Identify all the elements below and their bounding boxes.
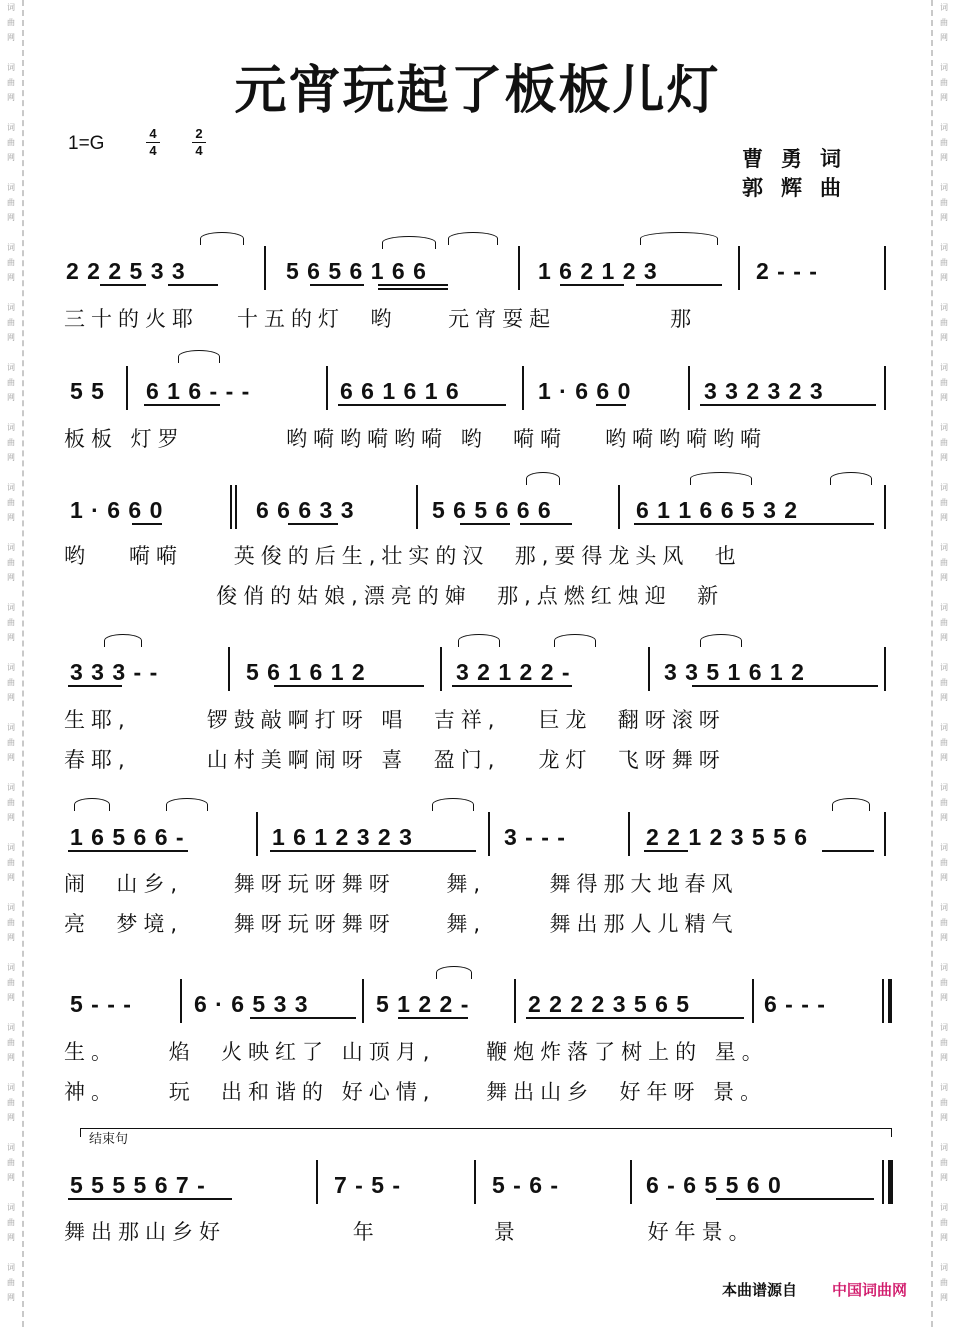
beam: [378, 288, 448, 290]
beam: [692, 685, 878, 687]
beam: [168, 284, 218, 286]
barline: [884, 647, 886, 691]
beam: [634, 523, 874, 525]
measure-notes: 3 3 5 1 6 1 2: [664, 659, 805, 685]
beam: [68, 850, 188, 852]
beam: [526, 1017, 744, 1019]
barline-repeat-start: [230, 485, 232, 529]
slur: [436, 966, 472, 979]
slur: [458, 634, 500, 647]
beam: [636, 284, 722, 286]
barline-repeat-end: [882, 979, 884, 1023]
barline: [326, 366, 328, 410]
barline: [738, 246, 740, 290]
lyrics-verse2: 俊俏的姑娘,漂亮的婶 那,点燃红烛迎 新: [64, 584, 725, 608]
slur: [554, 634, 596, 647]
measure-notes: 6 1 6 - - -: [146, 378, 251, 404]
measure-notes: 5 - 6 -: [492, 1172, 560, 1198]
lyrics-verse2: 神。 玩 出和谐的 好心情, 舞出山乡 好年呀 景。: [64, 1080, 768, 1104]
measure-notes: 7 - 5 -: [334, 1172, 402, 1198]
watermark-strip-right: 词 曲 网 词 曲 网 词 曲 网 词 曲 网 词 曲 网 词 曲 网 词 曲 网 词 曲 网 词 曲 网 词 曲 网 词 曲 网 词 曲 网 词 曲 网 词 曲 网 词 曲 网 词 曲 网 词 曲 网 词 曲 网 词 曲 网 词 曲 网 词 曲 网 词 曲 网: [931, 0, 955, 1327]
measure-notes: 6 6 1 6 1 6: [340, 378, 460, 404]
lyrics-verse1: 舞出那山乡好 年 景 好年景。: [64, 1220, 756, 1244]
time-signature-2: 2 4: [192, 127, 206, 158]
slur: [104, 634, 142, 647]
barline-repeat-start: [235, 485, 237, 529]
barline: [440, 647, 442, 691]
slur: [432, 798, 474, 811]
beam: [520, 523, 572, 525]
beam: [338, 404, 506, 406]
beam: [250, 1017, 356, 1019]
measure-notes: 2 - - -: [756, 258, 818, 284]
slur: [74, 798, 110, 811]
measure-notes: 5 5: [70, 378, 105, 404]
barline: [648, 647, 650, 691]
barline: [416, 485, 418, 529]
barline: [256, 812, 258, 856]
ending-label: 结束句: [89, 1132, 129, 1147]
measure-notes: 2 2 1 2 3 5 5 6: [646, 824, 809, 850]
barline: [630, 1160, 632, 1204]
measure-notes: 1 6 2 1 2 3: [538, 258, 658, 284]
lyrics-verse1: 闹 山乡, 舞呀玩呀舞呀 舞, 舞得那大地春风: [64, 872, 739, 896]
beam: [68, 685, 122, 687]
beam: [452, 685, 572, 687]
measure-notes: 1 6 5 6 6 -: [70, 824, 185, 850]
measure-notes: 3 - - -: [504, 824, 566, 850]
slur: [448, 232, 498, 245]
slur: [526, 472, 560, 485]
measure-notes: 5 1 2 2 -: [376, 991, 470, 1017]
time-signature-1: 4 4: [146, 127, 160, 158]
composer-credit: 郭辉曲: [742, 176, 859, 200]
lyrics-verse2: 春耶, 山村美啊闹呀 喜 盈门, 龙灯 飞呀舞呀: [64, 748, 726, 772]
barline: [522, 366, 524, 410]
barline: [180, 979, 182, 1023]
measure-notes: 5 6 5 6 6 6: [432, 497, 552, 523]
barline: [688, 366, 690, 410]
slur: [178, 350, 220, 363]
measure-notes: 5 6 1 6 1 2: [246, 659, 366, 685]
barline-final: [888, 1160, 893, 1204]
beam: [132, 523, 162, 525]
barline: [488, 812, 490, 856]
measure-notes: 2 2 2 2 3 5 6 5: [528, 991, 691, 1017]
barline: [474, 1160, 476, 1204]
beam: [460, 523, 510, 525]
beam: [596, 404, 626, 406]
slur: [166, 798, 208, 811]
slur: [200, 232, 244, 245]
barline: [514, 979, 516, 1023]
beam: [288, 523, 338, 525]
beam: [270, 850, 476, 852]
barline: [884, 485, 886, 529]
lyricist-credit: 曹勇词: [742, 147, 859, 171]
song-title: 元宵玩起了板板儿灯: [234, 61, 721, 121]
beam: [144, 404, 220, 406]
measure-notes: 1 6 1 2 3 2 3: [272, 824, 413, 850]
beam: [716, 1198, 874, 1200]
barline: [228, 647, 230, 691]
beam: [398, 1017, 468, 1019]
measure-notes: 3 2 1 2 2 -: [456, 659, 571, 685]
measure-notes: 6 - - -: [764, 991, 826, 1017]
barline-final: [882, 1160, 884, 1204]
slur: [832, 798, 870, 811]
beam: [378, 284, 448, 286]
measure-notes: 6 6 6 3 3: [256, 497, 355, 523]
ending-bracket: [80, 1128, 892, 1137]
measure-notes: 3 3 3 - -: [70, 659, 159, 685]
watermark-strip-left: 词 曲 网 词 曲 网 词 曲 网 词 曲 网 词 曲 网 词 曲 网 词 曲 网 词 曲 网 词 曲 网 词 曲 网 词 曲 网 词 曲 网 词 曲 网 词 曲 网 词 曲 网 词 曲 网 词 曲 网 词 曲 网 词 曲 网 词 曲 网 词 曲 网 词 曲 网: [0, 0, 24, 1327]
lyrics-verse1: 板板 灯罗 哟嗬哟嗬哟嗬 哟 嗬嗬 哟嗬哟嗬哟嗬: [64, 427, 768, 451]
barline: [126, 366, 128, 410]
beam: [560, 284, 624, 286]
slur: [382, 236, 436, 249]
barline: [752, 979, 754, 1023]
lyrics-verse2: 亮 梦境, 舞呀玩呀舞呀 舞, 舞出那人儿精气: [64, 912, 739, 936]
slur: [700, 634, 742, 647]
measure-notes: 6 - 6 5 5 6 0: [646, 1172, 782, 1198]
measure-notes: 5 5 5 5 6 7 -: [70, 1172, 206, 1198]
measure-notes: 3 3 2 3 2 3: [704, 378, 824, 404]
barline-repeat-end: [888, 979, 892, 1023]
beam: [274, 685, 424, 687]
slur: [690, 472, 752, 485]
beam: [100, 284, 146, 286]
measure-notes: 1 · 6 6 0: [538, 378, 632, 404]
measure-notes: 6 1 1 6 6 5 3 2: [636, 497, 799, 523]
beam: [68, 1198, 232, 1200]
slur: [640, 232, 718, 245]
barline: [618, 485, 620, 529]
slur: [830, 472, 872, 485]
measure-notes: 2 2 2 5 3 3: [66, 258, 186, 284]
measure-notes: 5 - - -: [70, 991, 132, 1017]
lyrics-verse1: 三十的火耶 十五的灯 哟 元宵耍起 那: [64, 307, 698, 331]
beam: [310, 284, 364, 286]
barline: [316, 1160, 318, 1204]
measure-notes: 6 · 6 5 3 3: [194, 991, 309, 1017]
source-label: 本曲谱源自: [722, 1281, 798, 1299]
beam: [822, 850, 874, 852]
source-site-link[interactable]: 中国词曲网: [832, 1281, 908, 1299]
barline: [884, 246, 886, 290]
lyrics-verse1: 哟 嗬嗬 英俊的后生,壮实的汉 那,要得龙头风 也: [64, 544, 742, 568]
barline: [518, 246, 520, 290]
barline: [264, 246, 266, 290]
key-signature: 1=G: [68, 133, 105, 154]
barline: [628, 812, 630, 856]
beam: [644, 850, 688, 852]
beam: [700, 404, 876, 406]
lyrics-verse1: 生耶, 锣鼓敲啊打呀 唱 吉祥, 巨龙 翻呀滚呀: [64, 708, 726, 732]
barline: [884, 812, 886, 856]
lyrics-verse1: 生。 焰 火映红了 山顶月, 鞭炮炸落了树上的 星。: [64, 1040, 769, 1064]
measure-notes: 5 6 5 6 1 6 6: [286, 258, 427, 284]
measure-notes: 1 · 6 6 0: [70, 497, 164, 523]
barline: [362, 979, 364, 1023]
barline: [884, 366, 886, 410]
